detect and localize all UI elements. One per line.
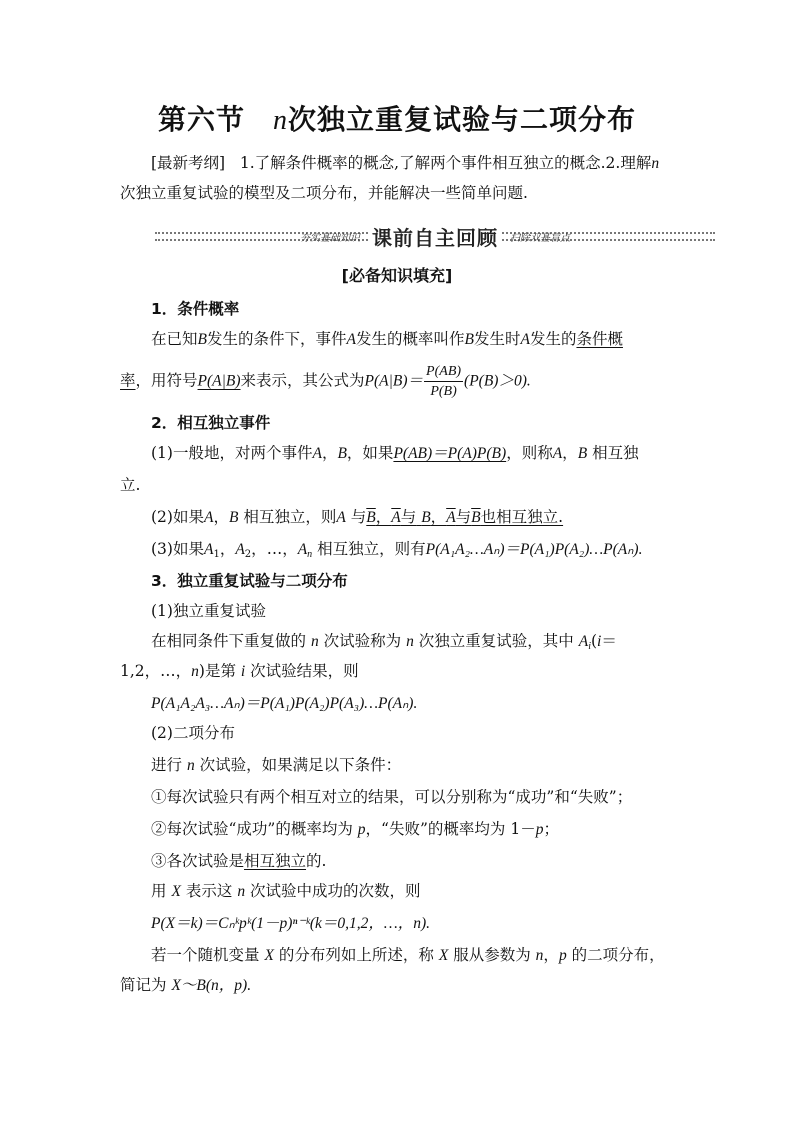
s2-line-1b: 立. (120, 476, 141, 494)
s1-line-2: 率，用符号P(A|B)来表示，其公式为P(A|B)＝ $\frac{P(AB)}{P(B)}$ (P(B)＞0). (120, 364, 531, 399)
s3-pmf: P(X＝k)＝Cₙᵏpᵏ(1－p)ⁿ⁻ᵏ(k＝0,1,2，…，n). (151, 915, 430, 932)
s3-line-5: 若一个随机变量 X 的分布列如上所述，称 X 服从参数为 n，p 的二项分布， (151, 946, 665, 964)
s1-heading: 1．条件概率 (151, 300, 240, 318)
s3-heading: 3．独立重复试验与二项分布 (151, 572, 348, 590)
s3-sub2: (2)二项分布 (151, 724, 235, 742)
s3-line-2: 1,2，…，n)是第 i 次试验结果，则 (120, 662, 359, 680)
s3-cond-3: ③各次试验是相互独立的. (151, 852, 327, 870)
s3-cond-1: ①每次试验只有两个相互对立的结果，可以分别称为“成功”和“失败”； (151, 788, 633, 806)
s2-line-2: (2)如果A，B 相互独立，则A 与B，A与 B，A与B也相互独立. (151, 508, 564, 526)
s3-equation: P(A₁A₂A₃…Aₙ)＝P(A₁)P(A₂)P(A₃)…P(Aₙ). (151, 695, 418, 712)
page-title: 第六节 n次独立重复试验与二项分布 (157, 103, 637, 136)
syllabus-line-2: 次独立重复试验的模型及二项分布，并能解决一些简单问题. (120, 184, 528, 202)
banner-title: 课前自主回顾 (368, 226, 502, 250)
s2-line-3: (3)如果$A_1$，$A_2$，…，$A_n$ 相互独立，则有P(A₁A₂…Aₙ)＝P(A₁)P(A₂)…P(Aₙ). (151, 540, 643, 560)
s2-heading: 2．相互独立事件 (151, 414, 271, 432)
syllabus-line-1: [最新考纲] 1.了解条件概率的概念,了解两个事件相互独立的概念.2.理解n (151, 154, 660, 172)
banner-left: 夯实基础知识 (300, 233, 360, 244)
section-banner (155, 222, 715, 250)
s2-line-1: (1)一般地，对两个事件A，B，如果P(AB)＝P(A)P(B)，则称A，B 相互独 (151, 444, 639, 462)
s3-cond-2: ②每次试验“成功”的概率均为 p，“失败”的概率均为 1－p； (151, 820, 559, 838)
banner-right: 扫除双基盲点 (510, 233, 570, 244)
s3-line-6: 简记为 X～B(n，p). (120, 976, 252, 994)
s3-sub1: (1)独立重复试验 (151, 602, 266, 620)
conditional-fraction: $\frac{P(AB)}{P(B)}$ (426, 364, 462, 399)
s3-line-3: 进行 n 次试验，如果满足以下条件： (151, 756, 402, 774)
s1-line-1: 在已知B发生的条件下，事件A发生的概率叫作B发生时A发生的条件概 (151, 330, 623, 348)
section-header: [必备知识填充] (341, 266, 453, 285)
s3-line-4: 用 X 表示这 n 次试验中成功的次数，则 (151, 882, 421, 900)
s3-line-1: 在相同条件下重复做的 n 次试验称为 n 次独立重复试验，其中 $A_i(i=$ (151, 632, 617, 652)
